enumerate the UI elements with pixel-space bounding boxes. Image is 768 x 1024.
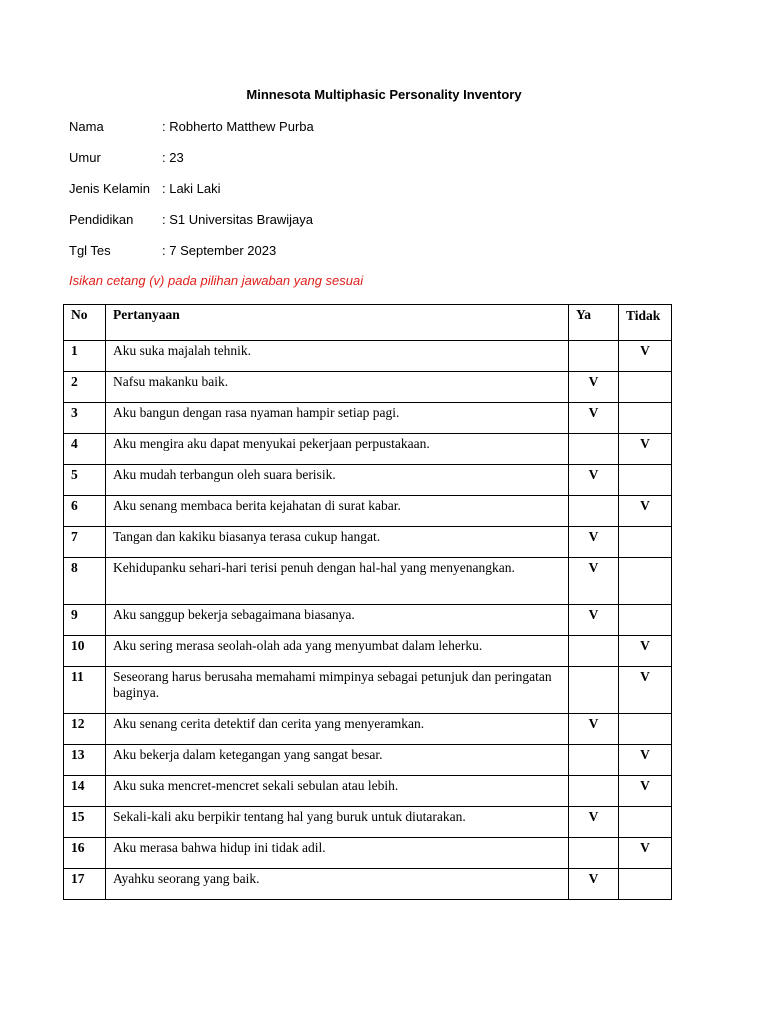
row-number: 15 [64, 807, 106, 838]
info-row-pendidikan [69, 212, 313, 227]
answer-tidak-cell[interactable] [619, 869, 672, 900]
questionnaire-table [63, 304, 672, 900]
header-tidak [619, 305, 672, 341]
answer-tidak-cell[interactable] [619, 807, 672, 838]
row-question [106, 434, 569, 465]
answer-ya-cell[interactable] [569, 341, 619, 372]
row-number: 3 [64, 403, 106, 434]
row-question [106, 714, 569, 745]
question-text: Ayahku seorang yang baik. [113, 871, 260, 886]
row-number: 12 [64, 714, 106, 745]
row-number: 2 [64, 372, 106, 403]
header-no: No [64, 305, 106, 341]
row-question [106, 667, 569, 714]
row-question [106, 496, 569, 527]
row-number: 16 [64, 838, 106, 869]
answer-ya-cell[interactable] [569, 838, 619, 869]
answer-tidak-cell[interactable]: V [619, 636, 672, 667]
row-number: 11 [64, 667, 106, 714]
document-title: Minnesota Multiphasic Personality Inventory [246, 87, 522, 102]
question-text: Aku mengira aku dapat menyukai pekerjaan perpustakaan. [113, 436, 430, 451]
answer-ya-cell[interactable]: V [569, 605, 619, 636]
row-question [106, 838, 569, 869]
table-header-row [64, 305, 672, 341]
info-row-tgl-tes [69, 243, 276, 258]
row-question [106, 527, 569, 558]
answer-ya-cell[interactable]: V [569, 527, 619, 558]
table-row [64, 667, 672, 714]
row-question [106, 745, 569, 776]
row-number: 5 [64, 465, 106, 496]
row-question [106, 636, 569, 667]
header-ya: Ya [569, 305, 619, 341]
row-number: 10 [64, 636, 106, 667]
answer-ya-cell[interactable]: V [569, 403, 619, 434]
answer-tidak-cell[interactable] [619, 403, 672, 434]
table-row [64, 776, 672, 807]
row-question [106, 465, 569, 496]
row-number: 6 [64, 496, 106, 527]
row-question [106, 403, 569, 434]
answer-ya-cell[interactable]: V [569, 714, 619, 745]
question-text: Aku bangun dengan rasa nyaman hampir setiap pagi. [113, 405, 400, 420]
table-row [64, 838, 672, 869]
info-value: : 23 [162, 150, 184, 165]
row-number: 14 [64, 776, 106, 807]
info-label: Pendidikan [69, 212, 134, 227]
table-row [64, 745, 672, 776]
answer-ya-cell[interactable]: V [569, 372, 619, 403]
answer-tidak-cell[interactable] [619, 714, 672, 745]
info-row-jenis-kelamin [69, 181, 221, 196]
info-label: Jenis Kelamin [69, 181, 150, 196]
row-question [106, 558, 569, 605]
row-number: 4 [64, 434, 106, 465]
table-row [64, 465, 672, 496]
question-text: Aku suka majalah tehnik. [113, 343, 251, 358]
row-number: 1 [64, 341, 106, 372]
row-question [106, 869, 569, 900]
info-value: : S1 Universitas Brawijaya [162, 212, 313, 227]
answer-tidak-cell[interactable] [619, 372, 672, 403]
answer-ya-cell[interactable] [569, 745, 619, 776]
table-row [64, 341, 672, 372]
table-row [64, 527, 672, 558]
answer-ya-cell[interactable]: V [569, 807, 619, 838]
answer-tidak-cell[interactable] [619, 605, 672, 636]
instruction-text: Isikan cetang (v) pada pilihan jawaban yang sesuai [69, 273, 364, 288]
row-number: 13 [64, 745, 106, 776]
question-text: Seseorang harus berusaha memahami mimpinya sebagai petunjuk dan peringatan baginya. [113, 669, 552, 700]
answer-tidak-cell[interactable]: V [619, 776, 672, 807]
table-row [64, 496, 672, 527]
info-row-umur [69, 150, 184, 165]
answer-ya-cell[interactable]: V [569, 558, 619, 605]
question-text: Sekali-kali aku berpikir tentang hal yang buruk untuk diutarakan. [113, 809, 466, 824]
answer-ya-cell[interactable]: V [569, 869, 619, 900]
table-row [64, 869, 672, 900]
row-question [106, 776, 569, 807]
question-text: Aku sanggup bekerja sebagaimana biasanya. [113, 607, 355, 622]
answer-ya-cell[interactable] [569, 434, 619, 465]
table-row [64, 807, 672, 838]
row-number: 7 [64, 527, 106, 558]
question-text: Aku mudah terbangun oleh suara berisik. [113, 467, 336, 482]
info-value: : Laki Laki [162, 181, 221, 196]
question-text: Aku senang cerita detektif dan cerita yang menyeramkan. [113, 716, 425, 731]
table-row [64, 403, 672, 434]
answer-tidak-cell[interactable] [619, 527, 672, 558]
table-row [64, 558, 672, 605]
row-question [106, 807, 569, 838]
question-text: Aku suka mencret-mencret sekali sebulan atau lebih. [113, 778, 399, 793]
table-row [64, 434, 672, 465]
answer-ya-cell[interactable] [569, 496, 619, 527]
answer-tidak-cell[interactable]: V [619, 434, 672, 465]
row-number: 9 [64, 605, 106, 636]
question-text: Aku merasa bahwa hidup ini tidak adil. [113, 840, 326, 855]
answer-ya-cell[interactable]: V [569, 465, 619, 496]
row-question [106, 341, 569, 372]
info-label: Tgl Tes [69, 243, 111, 258]
answer-tidak-cell[interactable] [619, 558, 672, 605]
question-text: Aku sering merasa seolah-olah ada yang menyumbat dalam leherku. [113, 638, 483, 653]
answer-ya-cell[interactable] [569, 667, 619, 714]
row-number: 17 [64, 869, 106, 900]
answer-ya-cell[interactable] [569, 776, 619, 807]
question-text: Aku bekerja dalam ketegangan yang sangat besar. [113, 747, 383, 762]
answer-tidak-cell[interactable]: V [619, 667, 672, 714]
row-number: 8 [64, 558, 106, 605]
table-row [64, 605, 672, 636]
table-row [64, 714, 672, 745]
answer-ya-cell[interactable] [569, 636, 619, 667]
header-tidak-label: Tidak [626, 308, 661, 323]
info-value: : Robherto Matthew Purba [162, 119, 314, 134]
question-text: Tangan dan kakiku biasanya terasa cukup hangat. [113, 529, 381, 544]
header-question: Pertanyaan [106, 305, 569, 341]
answer-tidak-cell[interactable]: V [619, 838, 672, 869]
question-text: Nafsu makanku baik. [113, 374, 229, 389]
answer-tidak-cell[interactable] [619, 465, 672, 496]
info-value: : 7 September 2023 [162, 243, 277, 258]
info-label: Nama [69, 119, 104, 134]
question-text: Aku senang membaca berita kejahatan di surat kabar. [113, 498, 401, 513]
table-row [64, 372, 672, 403]
answer-tidak-cell[interactable]: V [619, 341, 672, 372]
row-question [106, 372, 569, 403]
table-row [64, 636, 672, 667]
answer-tidak-cell[interactable]: V [619, 496, 672, 527]
row-question [106, 605, 569, 636]
info-label: Umur [69, 150, 101, 165]
question-text: Kehidupanku sehari-hari terisi penuh dengan hal-hal yang menyenangkan. [113, 560, 515, 575]
answer-tidak-cell[interactable]: V [619, 745, 672, 776]
info-row-nama [69, 119, 314, 134]
